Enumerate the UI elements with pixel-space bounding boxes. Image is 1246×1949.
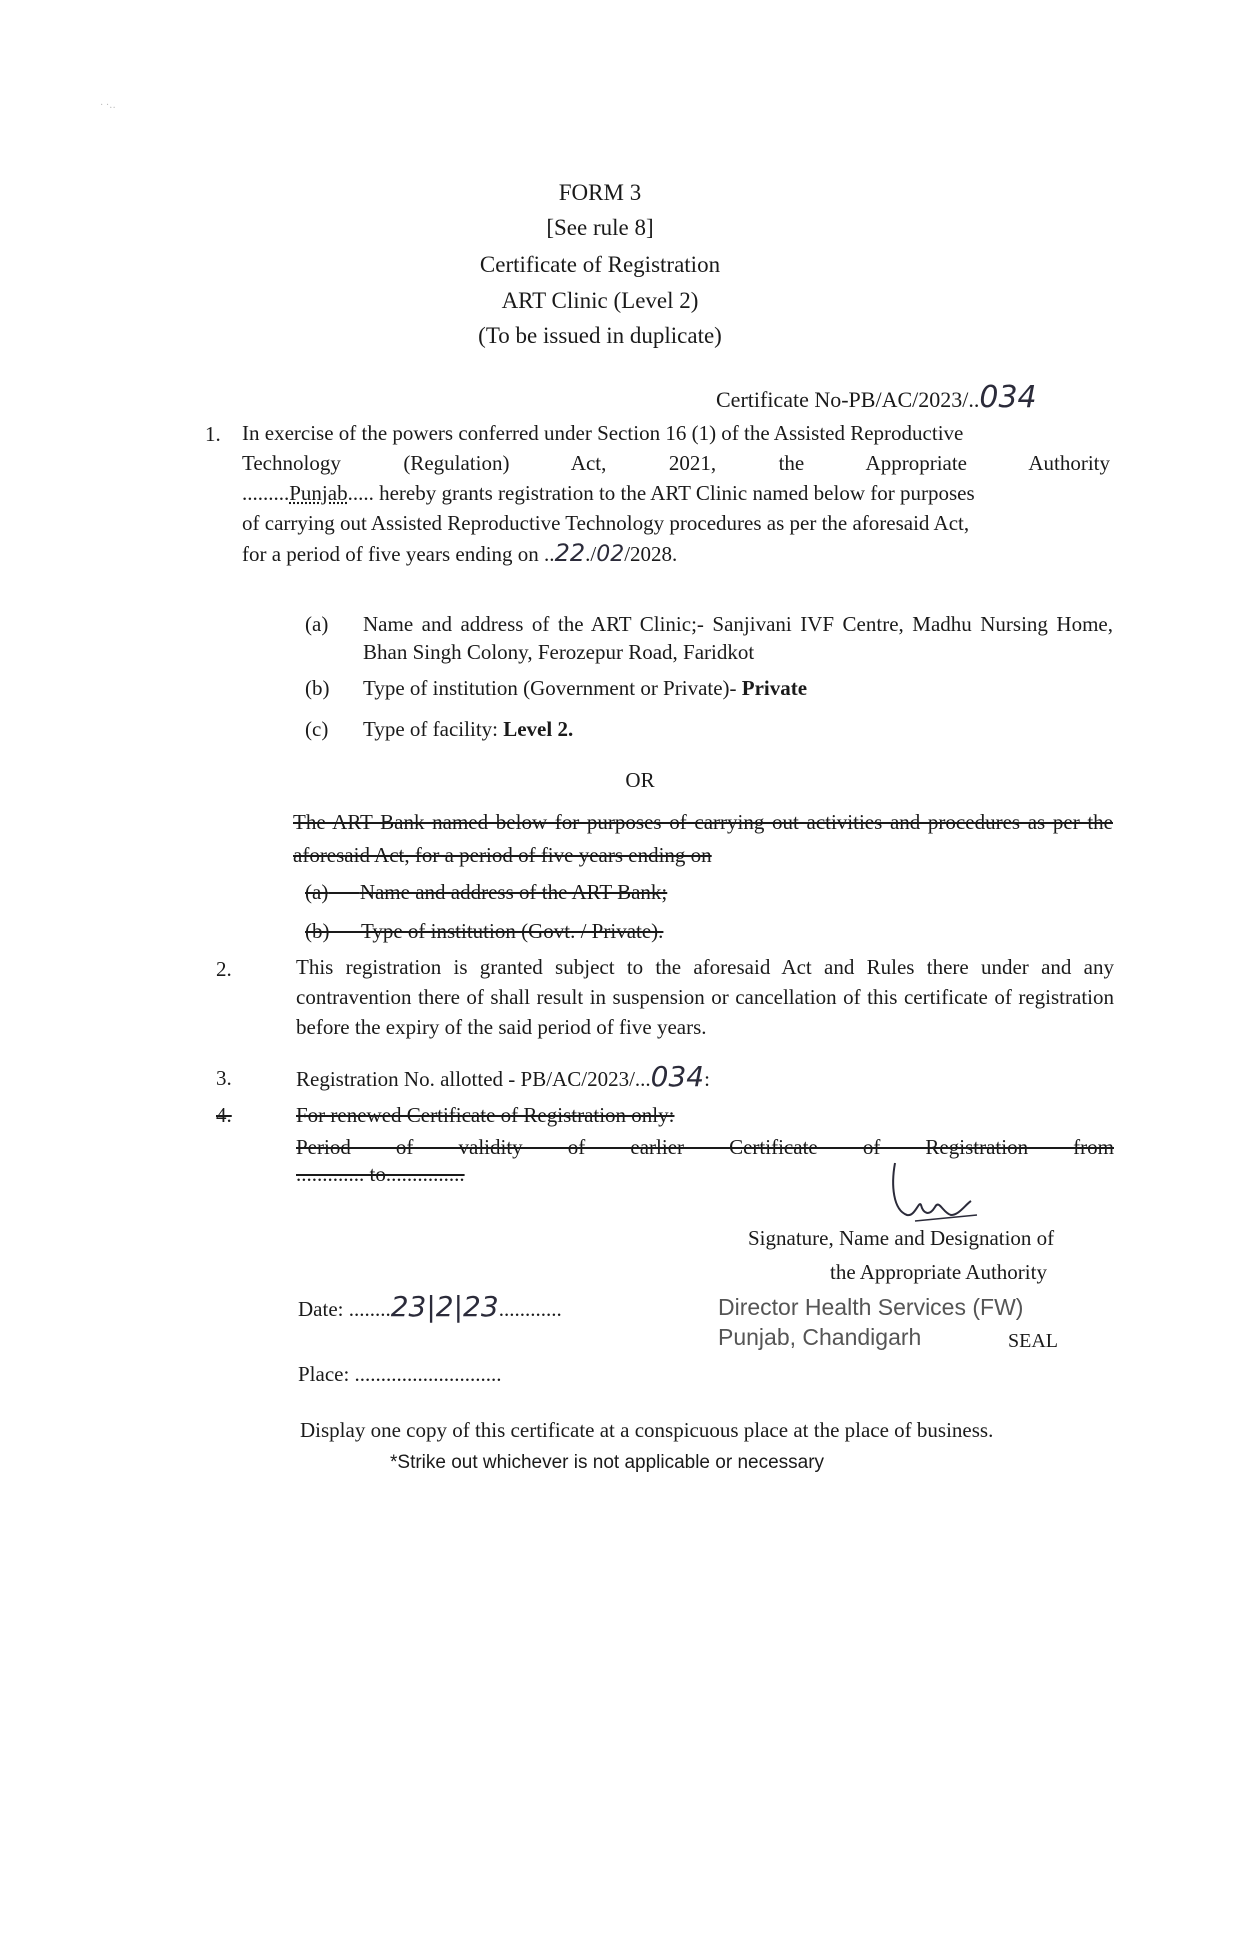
certificate-number-prefix: Certificate No-PB/AC/2023/.. [716, 387, 980, 412]
issue-note: (To be issued in duplicate) [478, 323, 722, 348]
bank-item-b [305, 917, 663, 945]
section-1-line-3-rest: hereby grants registration to the ART Clinic named below for purposes [379, 481, 975, 505]
registration-number-handwritten: 034 [650, 1060, 705, 1093]
renewal-validity: Period of validity of earlier Certificate of Registration from [296, 1135, 1114, 1159]
section-1-line-4: of carrying out Assisted Reproductive Technology procedures as per the aforesaid Act, [242, 511, 970, 535]
clinic-name-address: Name and address of the ART Clinic;- Sanjivani IVF Centre, Madhu Nursing Home, Bhan Singh Colony, Ferozepur Road, Faridkot [363, 612, 1113, 664]
institution-type-label: Type of institution (Government or Private)- [363, 676, 742, 700]
authority-name: Punjab [289, 481, 348, 505]
section-4-number: 4. [216, 1103, 232, 1127]
section-1-text [242, 418, 1110, 570]
registration-number-label: Registration No. allotted - PB/AC/2023/... [296, 1067, 651, 1091]
date-handwritten: 23|2|23 [390, 1290, 499, 1323]
expiry-month: 02 [596, 542, 625, 567]
handwritten-signature [885, 1155, 985, 1230]
or-separator: OR [625, 768, 655, 792]
date-field [298, 1290, 562, 1323]
institution-type-value: Private [741, 676, 808, 700]
section-1-line-5: for a period of five years ending on ..22./02/2028. [242, 539, 678, 567]
item-c-label: (c) [305, 717, 329, 741]
bank-item-b-text: Type of institution (Govt. / Private). [361, 919, 664, 943]
bank-item-a-label: (a) [305, 880, 329, 904]
date-label: Date: ........ [298, 1297, 391, 1321]
strike-note: *Strike out whichever is not applicable or necessary [390, 1452, 825, 1473]
expiry-day: 22 [554, 539, 586, 567]
form-number: FORM 3 [558, 180, 642, 205]
expiry-year: /2028. [624, 542, 678, 566]
section-2-text: This registration is granted subject to the aforesaid Act and Rules there under and any contravention there of shall result in suspension or cancellation of this certificate of registration before the expiry of the said period of five years. [296, 955, 1114, 1039]
signature-caption-1: Signature, Name and Designation of [748, 1226, 1055, 1250]
bank-item-b-label: (b) [305, 919, 330, 943]
signature-caption-2: the Appropriate Authority [830, 1260, 1047, 1284]
facility-type-label: Type of facility: [363, 717, 504, 741]
section-1-line-1: In exercise of the powers conferred under Section 16 (1) of the Assisted Reproductive [242, 421, 964, 445]
expiry-prefix: for a period of five years ending on .. [242, 542, 555, 566]
section-1-line-3: .........Punjab..... hereby grants registration to the ART Clinic named below for purposes [242, 481, 975, 505]
renewal-dates: ............. to............... [296, 1162, 465, 1186]
item-a-label: (a) [305, 612, 329, 636]
certificate-number [716, 380, 1037, 415]
facility-type-value: Level 2. [503, 717, 574, 741]
certificate-number-handwritten: 034 [979, 380, 1037, 415]
section-2-number: 2. [216, 957, 232, 981]
renewal-heading: For renewed Certificate of Registration only: [296, 1103, 675, 1127]
section-1-line-2: Technology (Regulation) Act, 2021, the Appropriate Authority [242, 451, 1110, 475]
stamp-designation: Director Health Services (FW) [718, 1294, 1024, 1320]
bank-item-a-text: Name and address of the ART Bank; [359, 880, 668, 904]
page-subtitle: ART Clinic (Level 2) [501, 288, 699, 313]
display-instruction: Display one copy of this certificate at a conspicuous place at the place of business. [300, 1418, 994, 1442]
bank-item-a [305, 878, 667, 906]
seal-label: SEAL [1008, 1330, 1058, 1352]
item-b-text [363, 674, 807, 702]
place-field: Place: ............................ [298, 1362, 502, 1386]
section-3-number: 3. [216, 1066, 232, 1090]
section-1-number: 1. [205, 422, 221, 446]
registration-number: Registration No. allotted - PB/AC/2023/...034: [296, 1060, 710, 1093]
page-title: Certificate of Registration [479, 252, 721, 277]
date-trail: ............ [498, 1297, 562, 1321]
rule-reference: [See rule 8] [546, 215, 654, 240]
art-bank-text: The ART Bank named below for purposes of carrying out activities and procedures as per the aforesaid Act, for a period of five years ending on [293, 810, 1113, 867]
item-b-label: (b) [305, 676, 330, 700]
scan-smudge: · ·‥ [100, 100, 116, 111]
item-c-text [363, 715, 573, 743]
item-a-text [363, 610, 1113, 666]
stamp-location: Punjab, Chandigarh [718, 1324, 922, 1350]
